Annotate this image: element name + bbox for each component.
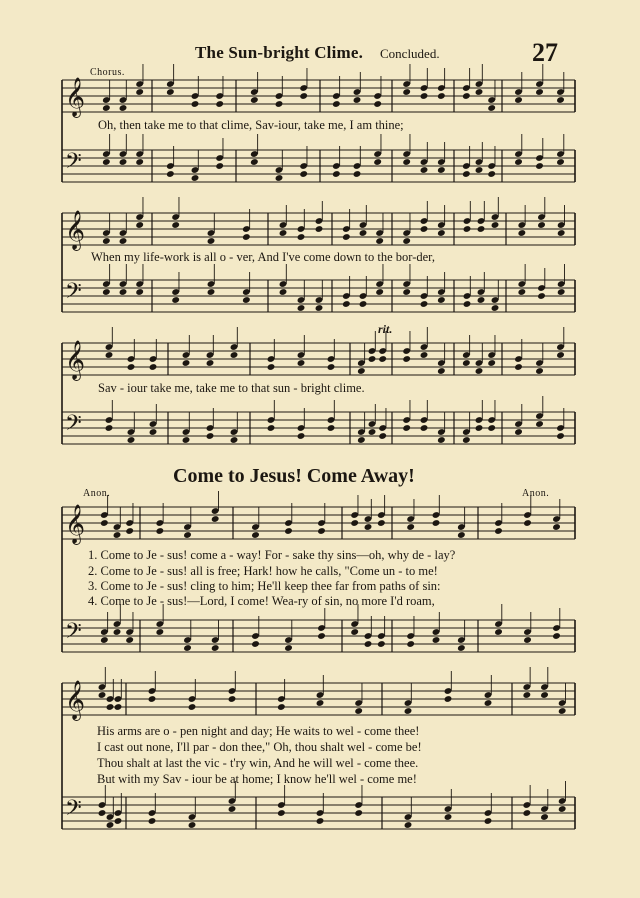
verse-4-line-1: 4. Come to Je - sus!—Lord, I come! Wea-ry of sin, no more I'd roam, [88,594,435,608]
verse-2-line-1: 2. Come to Je - sus! all is free; Hark! how he calls, "Come un - to me! [88,564,438,578]
svg-text:𝄞: 𝄞 [65,340,86,380]
chorus-lyrics-line-2: When my life-work is all o - ver, And I've come down to the bor-der, [91,250,435,264]
svg-text:𝄢: 𝄢 [65,279,82,309]
svg-text:𝄢: 𝄢 [65,411,82,441]
svg-text:𝄢: 𝄢 [65,619,82,649]
verse-4-line-2: But with my Sav - iour be at home; I know he'll wel - come me! [97,772,417,786]
music-credit: Anon. [522,488,550,499]
ritardando-mark: rit. [378,322,393,336]
chorus-lyrics-line-3: Sav - iour take me, take me to that sun - bright clime. [98,381,365,395]
verse-1-line-1: 1. Come to Je - sus! come a - way! For - sake thy sins—oh, why de - lay? [88,548,456,562]
hymn-subtitle: Concluded. [380,46,440,61]
verse-3-line-2: Thou shalt at last the vic - t'ry win, And he will wel - come thee. [97,756,419,770]
svg-text:𝄞: 𝄞 [65,210,86,250]
chorus-label: Chorus. [90,67,125,78]
svg-text:𝄞: 𝄞 [65,680,86,720]
hymn-title: The Sun-bright Clime. [195,43,364,62]
song-title: Come to Jesus! Come Away! [173,465,415,487]
svg-text:𝄢: 𝄢 [65,149,82,179]
chorus-lyrics-line-1: Oh, then take me to that clime, Sav-iour, take me, I am thine; [98,118,404,132]
verse-3-line-1: 3. Come to Je - sus! cling to him; He'll keep thee far from paths of sin: [88,579,441,593]
svg-text:𝄞: 𝄞 [65,504,86,544]
words-credit: Anon. [83,488,111,499]
svg-text:𝄢: 𝄢 [65,796,82,826]
verse-2-line-2: I cast out none, I'll par - don thee," Oh, thou shalt wel - come be! [97,740,422,754]
svg-text:𝄞: 𝄞 [65,77,86,117]
page-number: 27 [532,38,558,67]
verse-1-line-2: His arms are o - pen night and day; He waits to wel - come thee! [97,724,420,738]
